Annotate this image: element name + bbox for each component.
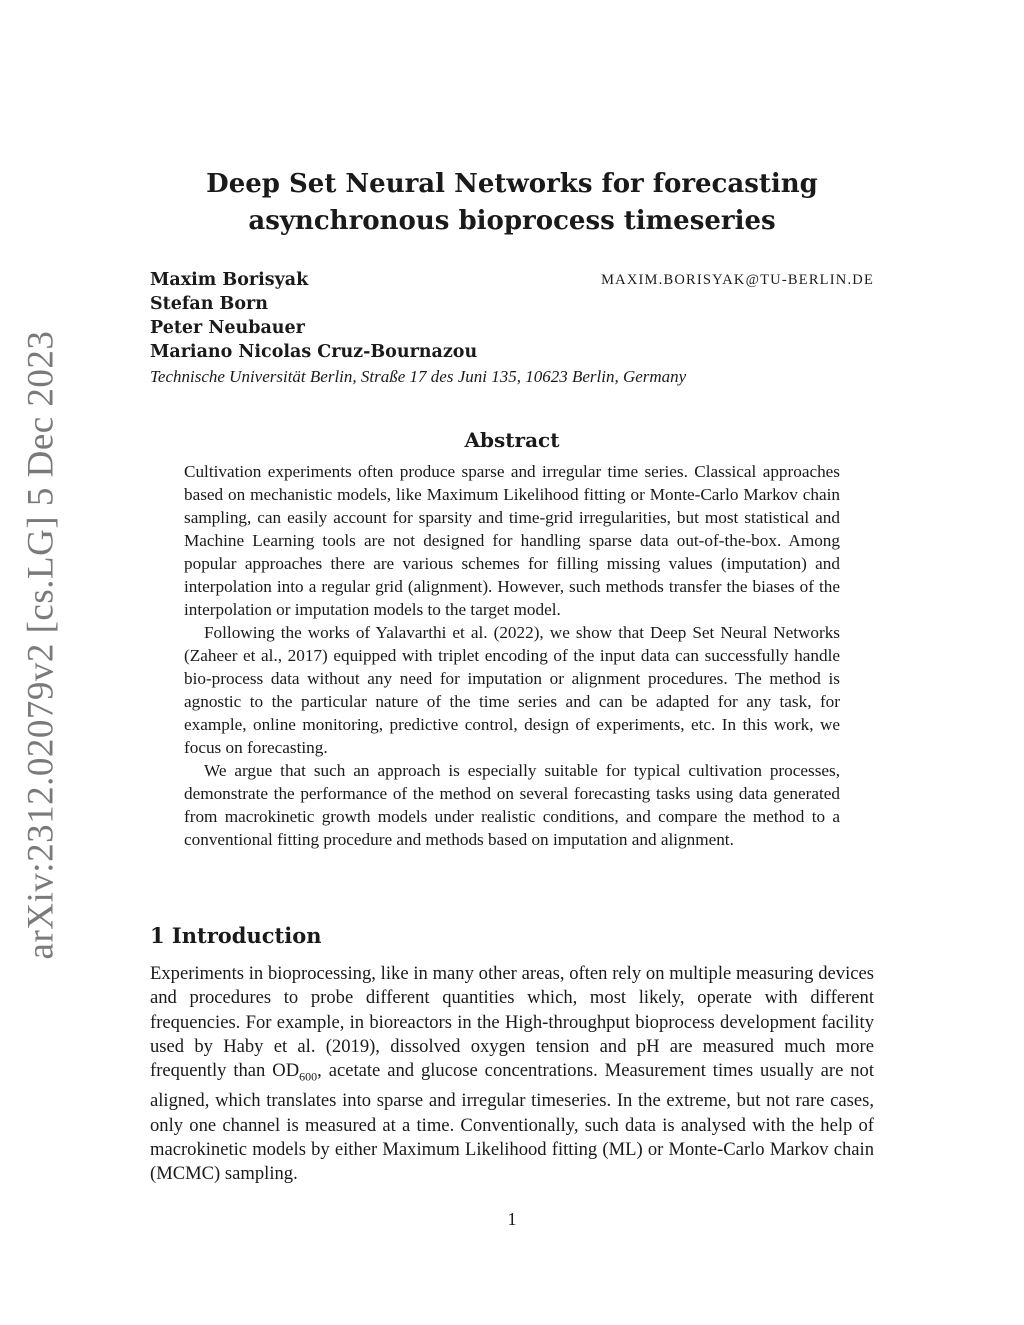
page-number: 1 bbox=[507, 1209, 517, 1229]
author-name: Mariano Nicolas Cruz-Bournazou bbox=[150, 342, 478, 362]
author-line bbox=[150, 316, 874, 340]
abstract-paragraph: We argue that such an approach is especially suitable for typical cultivation processes, demonstrate the performance of the method on several forecasting tasks using data generated from macrokinetic growth models under realistic conditions, and compare the method to a conventional fitting procedure and methods based on imputation and alignment. bbox=[184, 761, 840, 849]
paper-title: Deep Set Neural Networks for forecasting asynchronous bioprocess timeseries bbox=[206, 169, 818, 236]
author-line bbox=[150, 268, 874, 292]
abstract-paragraph: Cultivation experiments often produce sparse and irregular time series. Classical approaches based on mechanistic models, like Maximum Likelihood fitting or Monte-Carlo Markov chain sampling, can easily account for sparsity and time-grid irregularities, but most statistical and Machine Learning tools are not designed for handling sparse data out-of-the-box. Among popular approaches there are various schemes for filling missing values (imputation) and interpolation into a regular grid (alignment). However, such methods transfer the biases of the interpolation or imputation models to the target model. bbox=[184, 462, 840, 619]
od-subscript: 600 bbox=[299, 1069, 318, 1084]
arxiv-sidebar bbox=[12, 330, 70, 960]
section-heading-introduction: 1 Introduction bbox=[150, 923, 322, 948]
intro-text-part: , acetate and glucose concentrations. Measurement times usually are not aligned, which translates into sparse and irregular timeseries. In the extreme, but not rare cases, only one channel is measured at a time. Conventionally, such data is analysed with the help of macrokinetic models by either Maximum Likelihood fitting (ML) or Monte-Carlo Markov chain (MCMC) sampling. bbox=[150, 1060, 874, 1185]
arxiv-identifier: arXiv:2312.02079v2 [cs.LG] 5 Dec 2023 bbox=[20, 330, 62, 960]
intro-text-part: Experiments in bioprocessing, like in many other areas, often rely on multiple measuring devices and procedures to probe different quantities which, most likely, operate with different frequencies. For example, in bioreactors in the High-throughput bioprocess development facility used by Haby et al. (2019), dissolved oxygen tension and pH are measured much more frequently than bbox=[150, 963, 874, 1082]
author-line bbox=[150, 292, 874, 316]
author-affiliation: Technische Universität Berlin, Straße 17 des Juni 135, 10623 Berlin, Germany bbox=[150, 367, 687, 386]
author-line bbox=[150, 340, 874, 364]
author-email[interactable]: MAXIM.BORISYAK@TU-BERLIN.DE bbox=[601, 272, 874, 288]
author-name: Stefan Born bbox=[150, 294, 268, 314]
od-symbol: OD bbox=[272, 1060, 300, 1082]
abstract-paragraph: Following the works of Yalavarthi et al. (2022), we show that Deep Set Neural Networks (Zaheer et al., 2017) equipped with triplet encoding of the input data can successfully handle bio-process data without any need for imputation or alignment procedures. The method is agnostic to the particular nature of the time series and can be adapted for any task, for example, online monitoring, predictive control, design of experiments, etc. In this work, we focus on forecasting. bbox=[184, 623, 840, 757]
author-block bbox=[150, 268, 874, 390]
abstract-heading: Abstract bbox=[464, 428, 560, 452]
abstract-body bbox=[184, 460, 840, 851]
author-name: Peter Neubauer bbox=[150, 318, 305, 338]
introduction-paragraph bbox=[150, 962, 874, 1186]
author-name: Maxim Borisyak bbox=[150, 270, 309, 290]
